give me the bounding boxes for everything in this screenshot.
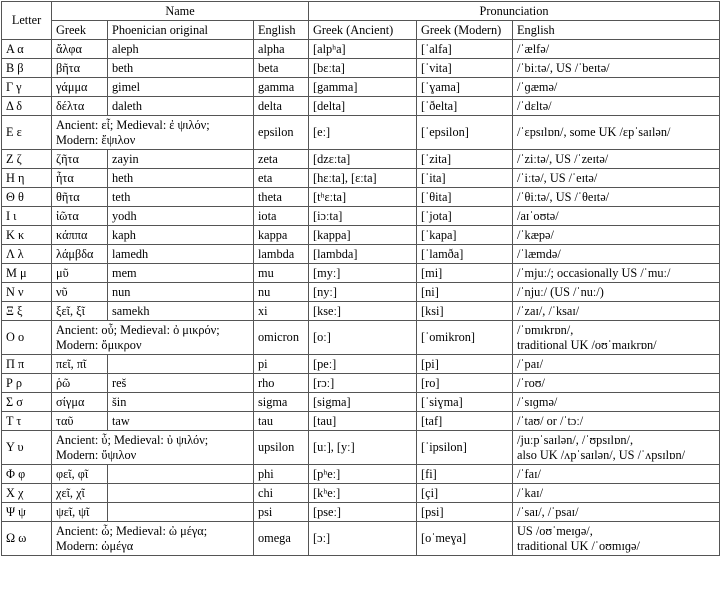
- phoenician-cell: aleph: [108, 40, 254, 59]
- letter-cell: Λ λ: [2, 245, 52, 264]
- greek-ancient-cell: [iɔːta]: [309, 207, 417, 226]
- table-row: [2, 321, 720, 355]
- greek-name-cell-line: βῆτα: [56, 60, 81, 75]
- greek-name-cell: [52, 169, 108, 188]
- greek-ancient-cell: [eː]: [309, 116, 417, 150]
- phoenician-cell: samekh: [108, 302, 254, 321]
- english-pron-cell: [513, 245, 720, 264]
- english-pron-cell: [513, 188, 720, 207]
- greek-name-cell-line: Ancient: ὖ; Medieval: ὐ ψιλόν;: [56, 432, 209, 447]
- greek-name-cell-line: ῥῶ: [56, 375, 71, 390]
- letter-cell: Χ χ: [2, 484, 52, 503]
- table-row: [2, 264, 720, 283]
- greek-modern-cell: [ˈzita]: [417, 150, 513, 169]
- table-row: [2, 465, 720, 484]
- table-row: [2, 150, 720, 169]
- english-pron-cell-line: /ˈroʊ/: [517, 375, 545, 390]
- greek-ancient-cell: [delta]: [309, 97, 417, 116]
- greek-modern-cell: [ˈvita]: [417, 59, 513, 78]
- greek-modern-cell: [ksi]: [417, 302, 513, 321]
- greek-modern-cell: [ˈðelta]: [417, 97, 513, 116]
- greek-name-cell-line: ζῆτα: [56, 151, 79, 166]
- greek-ancient-cell: [lambda]: [309, 245, 417, 264]
- phoenician-cell: [108, 503, 254, 522]
- english-name-cell: iota: [254, 207, 309, 226]
- english-name-cell: theta: [254, 188, 309, 207]
- phoenician-cell: zayin: [108, 150, 254, 169]
- english-pron-cell: [513, 207, 720, 226]
- english-pron-cell-line: /ˈkæpə/: [517, 227, 554, 242]
- english-pron-cell-line: /ˈsɪɡmə/: [517, 394, 558, 409]
- english-name-cell: lambda: [254, 245, 309, 264]
- english-name-cell: pi: [254, 355, 309, 374]
- phoenician-cell: mem: [108, 264, 254, 283]
- greek-ancient-cell: [nyː]: [309, 283, 417, 302]
- greek-name-cell: [52, 503, 108, 522]
- english-pron-cell-line: /ˈkaɪ/: [517, 485, 543, 500]
- english-pron-cell: [513, 465, 720, 484]
- english-pron-cell: [513, 283, 720, 302]
- letter-cell: Ν ν: [2, 283, 52, 302]
- english-name-cell: gamma: [254, 78, 309, 97]
- english-name-cell: tau: [254, 412, 309, 431]
- english-pron-cell: [513, 355, 720, 374]
- greek-name-cell-line: Modern: ὔψιλον: [56, 447, 137, 462]
- greek-name-cell-line: Modern: ὠμέγα: [56, 538, 134, 553]
- english-name-cell: chi: [254, 484, 309, 503]
- greek-name-cell: [52, 116, 254, 150]
- english-pron-cell: [513, 321, 720, 355]
- table-row: [2, 522, 720, 556]
- greek-modern-cell: [fi]: [417, 465, 513, 484]
- greek-modern-cell: [pi]: [417, 355, 513, 374]
- english-pron-cell-line: /ˈzaɪ/, /ˈksaɪ/: [517, 303, 580, 318]
- greek-modern-cell: [ro]: [417, 374, 513, 393]
- greek-name-cell-line: γάμμα: [56, 79, 88, 94]
- english-name-cell: nu: [254, 283, 309, 302]
- greek-modern-cell: [ˈita]: [417, 169, 513, 188]
- phoenician-cell: [108, 484, 254, 503]
- table-row: [2, 59, 720, 78]
- greek-name-cell-line: λάμβδα: [56, 246, 94, 261]
- english-pron-cell-line: traditional UK /ˈoʊmɪɡə/: [517, 538, 640, 553]
- greek-modern-cell: [ˈsiɣma]: [417, 393, 513, 412]
- english-name-cell: alpha: [254, 40, 309, 59]
- greek-name-cell-line: Modern: ὄμικρον: [56, 337, 142, 352]
- english-pron-cell: [513, 393, 720, 412]
- english-pron-cell: [513, 302, 720, 321]
- english-name-cell: beta: [254, 59, 309, 78]
- english-pron-cell: [513, 412, 720, 431]
- english-pron-cell-line: /ˈælfə/: [517, 41, 550, 56]
- greek-name-cell: [52, 150, 108, 169]
- letter-cell: Ψ ψ: [2, 503, 52, 522]
- phoenician-cell: heth: [108, 169, 254, 188]
- table-row: [2, 188, 720, 207]
- greek-name-cell-line: Modern: ἔψιλον: [56, 132, 136, 147]
- letter-cell: Τ τ: [2, 412, 52, 431]
- greek-modern-cell: [taf]: [417, 412, 513, 431]
- letter-cell: Β β: [2, 59, 52, 78]
- greek-ancient-cell: [ɔː]: [309, 522, 417, 556]
- table-row: [2, 97, 720, 116]
- greek-ancient-cell: [gamma]: [309, 78, 417, 97]
- english-pron-cell: [513, 264, 720, 283]
- greek-modern-cell: [çi]: [417, 484, 513, 503]
- english-pron-cell-line: /ˈɛpsɪlɒn/, some UK /ɛpˈsaɪlən/: [517, 125, 671, 139]
- table-row: [2, 484, 720, 503]
- table-body: [2, 40, 720, 556]
- english-name-cell: kappa: [254, 226, 309, 245]
- english-pron-cell-line: /juːpˈsaɪlən/, /ˈʊpsɪlɒn/,: [517, 432, 634, 447]
- greek-ancient-cell: [bɛːta]: [309, 59, 417, 78]
- greek-name-cell: [52, 302, 108, 321]
- greek-name-cell-line: φεῖ, φῖ: [56, 466, 89, 481]
- greek-ancient-cell: [alpʰa]: [309, 40, 417, 59]
- letter-cell: Ρ ρ: [2, 374, 52, 393]
- letter-cell: Φ φ: [2, 465, 52, 484]
- greek-name-cell: [52, 59, 108, 78]
- letter-cell: Κ κ: [2, 226, 52, 245]
- greek-modern-cell: [ˈθita]: [417, 188, 513, 207]
- english-pron-cell-line: /ˈɡæmə/: [517, 79, 558, 94]
- greek-modern-header: Greek (Modern): [417, 21, 513, 40]
- phoenician-cell: taw: [108, 412, 254, 431]
- english-name-cell: omicron: [254, 321, 309, 355]
- english-pron-header: English: [513, 21, 720, 40]
- greek-ancient-cell: [tau]: [309, 412, 417, 431]
- phoenician-cell: teth: [108, 188, 254, 207]
- phoenician-cell: yodh: [108, 207, 254, 226]
- english-pron-cell-line: /ˈfaɪ/: [517, 466, 541, 481]
- table-row: [2, 40, 720, 59]
- greek-modern-cell: [ˈkapa]: [417, 226, 513, 245]
- english-pron-cell-line: /ˈθiːtə/, US /ˈθeɪtə/: [517, 189, 610, 204]
- greek-name-cell-line: δέλτα: [56, 98, 85, 113]
- phoenician-cell: nun: [108, 283, 254, 302]
- header-row-top: [2, 2, 720, 21]
- greek-modern-cell: [ˈipsilon]: [417, 431, 513, 465]
- greek-ancient-cell: [kappa]: [309, 226, 417, 245]
- phoenician-cell: [108, 355, 254, 374]
- english-name-cell: upsilon: [254, 431, 309, 465]
- greek-name-cell-line: ἰῶτα: [56, 208, 79, 223]
- english-pron-cell-line: traditional UK /oʊˈmaɪkrɒn/: [517, 337, 657, 352]
- letter-cell: Δ δ: [2, 97, 52, 116]
- table-row: [2, 431, 720, 465]
- greek-modern-cell: [psi]: [417, 503, 513, 522]
- greek-name-cell-line: ξεῖ, ξῖ: [56, 303, 85, 318]
- name-header: Name: [52, 2, 309, 21]
- greek-modern-cell: [ˈlamða]: [417, 245, 513, 264]
- letter-cell: Ω ω: [2, 522, 52, 556]
- letter-cell: Π π: [2, 355, 52, 374]
- letter-cell: Μ μ: [2, 264, 52, 283]
- letter-cell: Α α: [2, 40, 52, 59]
- greek-name-cell: [52, 374, 108, 393]
- english-name-cell: phi: [254, 465, 309, 484]
- greek-name-cell-line: μῦ: [56, 265, 69, 280]
- greek-name-cell: [52, 412, 108, 431]
- phoenician-cell: daleth: [108, 97, 254, 116]
- greek-ancient-cell: [rɔː]: [309, 374, 417, 393]
- english-name-cell: xi: [254, 302, 309, 321]
- greek-ancient-cell: [peː]: [309, 355, 417, 374]
- greek-ancient-cell: [sigma]: [309, 393, 417, 412]
- greek-name-cell-line: Ancient: εἶ; Medieval: ἐ ψιλόν;: [56, 117, 210, 132]
- greek-modern-cell: [ˈjota]: [417, 207, 513, 226]
- greek-name-cell: [52, 264, 108, 283]
- greek-ancient-cell: [pseː]: [309, 503, 417, 522]
- greek-name-cell-line: ψεῖ, ψῖ: [56, 504, 90, 519]
- greek-alphabet-table: [1, 1, 720, 556]
- english-pron-cell-line: /ˈbiːtə/, US /ˈbeɪtə/: [517, 60, 610, 75]
- table-row: [2, 116, 720, 150]
- table-row: [2, 302, 720, 321]
- english-pron-cell-line: /ˈɒmɪkrɒn/,: [517, 322, 574, 337]
- phoenician-cell: [108, 465, 254, 484]
- english-name-cell: eta: [254, 169, 309, 188]
- table-row: [2, 412, 720, 431]
- greek-name-cell: [52, 40, 108, 59]
- greek-ancient-cell: [kseː]: [309, 302, 417, 321]
- english-pron-cell-line: /ˈlæmdə/: [517, 246, 561, 261]
- table-row: [2, 355, 720, 374]
- english-pron-cell: [513, 169, 720, 188]
- greek-ancient-cell: [dzɛːta]: [309, 150, 417, 169]
- letter-cell: Ο ο: [2, 321, 52, 355]
- english-pron-cell-line: also UK /ʌpˈsaɪlən/, US /ˈʌpsɪlɒn/: [517, 447, 686, 462]
- greek-name-cell-line: πεῖ, πῖ: [56, 356, 87, 371]
- greek-ancient-header: Greek (Ancient): [309, 21, 417, 40]
- pronunciation-header: Pronunciation: [309, 2, 720, 21]
- english-pron-cell-line: /ˈsaɪ/, /ˈpsaɪ/: [517, 504, 579, 519]
- english-pron-cell: [513, 40, 720, 59]
- greek-name-cell: [52, 484, 108, 503]
- greek-ancient-cell: [tʰɛːta]: [309, 188, 417, 207]
- greek-modern-cell: [ni]: [417, 283, 513, 302]
- greek-modern-cell: [oˈmeɣa]: [417, 522, 513, 556]
- letter-cell: Η η: [2, 169, 52, 188]
- greek-name-cell-line: Ancient: ὦ; Medieval: ὠ μέγα;: [56, 523, 208, 538]
- table-row: [2, 393, 720, 412]
- english-pron-cell-line: /ˈiːtə/, US /ˈeɪtə/: [517, 170, 598, 185]
- english-pron-cell-line: /aɪˈoʊtə/: [517, 208, 559, 223]
- letter-cell: Ι ι: [2, 207, 52, 226]
- phoenician-cell: reš: [108, 374, 254, 393]
- english-name-cell: sigma: [254, 393, 309, 412]
- letter-cell: Υ υ: [2, 431, 52, 465]
- greek-name-header: Greek: [52, 21, 108, 40]
- english-name-cell: epsilon: [254, 116, 309, 150]
- header-row-sub: [2, 21, 720, 40]
- greek-name-cell: [52, 188, 108, 207]
- greek-name-cell-line: σίγμα: [56, 394, 85, 409]
- english-name-cell: psi: [254, 503, 309, 522]
- table-row: [2, 374, 720, 393]
- greek-name-cell-line: Ancient: οὖ; Medieval: ὀ μικρόν;: [56, 322, 220, 337]
- greek-ancient-cell: [pʰeː]: [309, 465, 417, 484]
- letter-cell: Ξ ξ: [2, 302, 52, 321]
- english-name-cell: omega: [254, 522, 309, 556]
- english-name-cell: mu: [254, 264, 309, 283]
- english-name-cell: rho: [254, 374, 309, 393]
- english-pron-cell-line: /ˈnjuː/ (US /ˈnuː/): [517, 284, 604, 299]
- letter-cell: Σ σ: [2, 393, 52, 412]
- greek-name-cell: [52, 522, 254, 556]
- greek-name-cell: [52, 78, 108, 97]
- english-name-header: English: [254, 21, 309, 40]
- greek-ancient-cell: [uː], [yː]: [309, 431, 417, 465]
- greek-name-cell: [52, 431, 254, 465]
- greek-modern-cell: [ˈepsilon]: [417, 116, 513, 150]
- greek-name-cell: [52, 321, 254, 355]
- letter-header: Letter: [2, 2, 52, 40]
- greek-name-cell-line: θῆτα: [56, 189, 80, 204]
- phoenician-cell: lamedh: [108, 245, 254, 264]
- english-pron-cell-line: /ˈdɛltə/: [517, 98, 552, 113]
- english-pron-cell: [513, 150, 720, 169]
- english-pron-cell: [513, 59, 720, 78]
- greek-name-cell: [52, 393, 108, 412]
- english-pron-cell: [513, 78, 720, 97]
- table-row: [2, 245, 720, 264]
- english-pron-cell: [513, 374, 720, 393]
- english-pron-cell: [513, 522, 720, 556]
- table-row: [2, 226, 720, 245]
- letter-cell: Ζ ζ: [2, 150, 52, 169]
- english-pron-cell: [513, 503, 720, 522]
- english-pron-cell-line: /ˈmjuː/; occasionally US /ˈmuː/: [517, 265, 671, 280]
- greek-name-cell-line: κάππα: [56, 227, 88, 242]
- greek-name-cell-line: νῦ: [56, 284, 68, 299]
- letter-cell: Γ γ: [2, 78, 52, 97]
- english-pron-cell: [513, 97, 720, 116]
- phoenician-cell: šin: [108, 393, 254, 412]
- greek-modern-cell: [ˈɣama]: [417, 78, 513, 97]
- greek-ancient-cell: [hɛːta], [ɛːta]: [309, 169, 417, 188]
- english-pron-cell-line: /ˈtaʊ/ or /ˈtɔː/: [517, 413, 584, 428]
- phoenician-cell: kaph: [108, 226, 254, 245]
- greek-name-cell: [52, 245, 108, 264]
- table-row: [2, 78, 720, 97]
- greek-modern-cell: [ˈalfa]: [417, 40, 513, 59]
- english-pron-cell-line: US /oʊˈmeɪɡə/,: [517, 523, 593, 538]
- english-pron-cell: [513, 431, 720, 465]
- greek-name-cell-line: ἄλφα: [56, 41, 82, 56]
- greek-name-cell: [52, 283, 108, 302]
- english-pron-cell: [513, 484, 720, 503]
- greek-name-cell-line: ἦτα: [56, 170, 74, 185]
- greek-name-cell-line: χεῖ, χῖ: [56, 485, 85, 500]
- greek-ancient-cell: [myː]: [309, 264, 417, 283]
- english-pron-cell-line: /ˈziːtə/, US /ˈzeɪtə/: [517, 151, 609, 166]
- greek-modern-cell: [mi]: [417, 264, 513, 283]
- english-pron-cell: [513, 116, 720, 150]
- english-pron-cell: [513, 226, 720, 245]
- greek-name-cell: [52, 355, 108, 374]
- greek-ancient-cell: [kʰeː]: [309, 484, 417, 503]
- english-pron-cell-line: /ˈpaɪ/: [517, 356, 543, 371]
- greek-name-cell-line: ταῦ: [56, 413, 74, 428]
- greek-name-cell: [52, 207, 108, 226]
- english-name-cell: delta: [254, 97, 309, 116]
- table-row: [2, 169, 720, 188]
- greek-modern-cell: [ˈomikron]: [417, 321, 513, 355]
- greek-name-cell: [52, 97, 108, 116]
- phoenician-cell: gimel: [108, 78, 254, 97]
- letter-cell: Θ θ: [2, 188, 52, 207]
- table-row: [2, 503, 720, 522]
- letter-cell: Ε ε: [2, 116, 52, 150]
- greek-name-cell: [52, 465, 108, 484]
- greek-ancient-cell: [oː]: [309, 321, 417, 355]
- phoenician-header: Phoenician original: [108, 21, 254, 40]
- greek-name-cell: [52, 226, 108, 245]
- english-name-cell: zeta: [254, 150, 309, 169]
- table-row: [2, 207, 720, 226]
- phoenician-cell: beth: [108, 59, 254, 78]
- table-header: [2, 2, 720, 40]
- table-row: [2, 283, 720, 302]
